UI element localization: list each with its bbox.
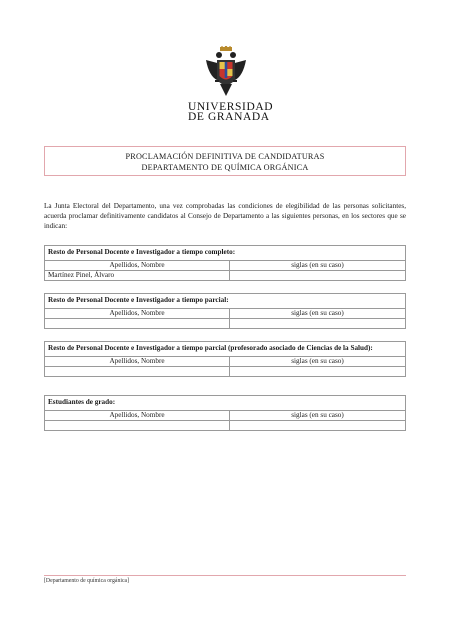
university-name-line2: DE GRANADA [188,111,270,123]
cell-name: Martínez Pinel, Álvaro [45,270,230,280]
cell-name [45,366,230,376]
footer-text: [Departamento de química orgánica] [44,578,130,584]
university-logo [188,46,274,123]
table-row [45,366,406,376]
cell-acronym [230,270,406,280]
title-line2: DEPARTAMENTO DE QUÍMICA ORGÁNICA [141,163,309,172]
table-row [45,318,406,328]
intro-paragraph: La Junta Electoral del Departamento, una vez comprobadas las condiciones de elegibilidad de las personas solicitantes, acuerda proclamar definitivamente candidatos al Consejo de Departamento a las siguientes personas, en los sectores que se indican: [44,202,406,230]
section-table-undergraduate [44,395,406,431]
table-row [45,270,406,280]
footer-divider [44,575,406,576]
cell-name [45,420,230,430]
column-header-name: Apellidos, Nombre [45,260,230,270]
column-header-acronym: siglas (en su caso) [230,410,406,420]
section-heading: Estudiantes de grado: [45,396,406,411]
section-heading: Resto de Personal Docente e Investigador a tiempo parcial: [45,294,406,309]
table-row [45,420,406,430]
column-header-acronym: siglas (en su caso) [230,308,406,318]
section-heading: Resto de Personal Docente e Investigador a tiempo completo: [45,246,406,261]
title-box [44,146,406,176]
title-line1: PROCLAMACIÓN DEFINITIVA DE CANDIDATURAS [125,152,325,161]
cell-name [45,318,230,328]
cell-acronym [230,420,406,430]
column-header-acronym: siglas (en su caso) [230,260,406,270]
university-name-line1: UNIVERSIDAD [188,101,274,113]
section-table-part-time [44,293,406,329]
column-header-name: Apellidos, Nombre [45,308,230,318]
cell-acronym [230,366,406,376]
section-table-health-associate [44,341,406,377]
cell-acronym [230,318,406,328]
section-heading: Resto de Personal Docente e Investigador a tiempo parcial (profesorado asociado de Ciencias de la Salud): [45,342,406,357]
column-header-name: Apellidos, Nombre [45,356,230,366]
section-table-full-time [44,245,406,281]
column-header-acronym: siglas (en su caso) [230,356,406,366]
column-header-name: Apellidos, Nombre [45,410,230,420]
university-coat-of-arms-icon [203,46,249,98]
